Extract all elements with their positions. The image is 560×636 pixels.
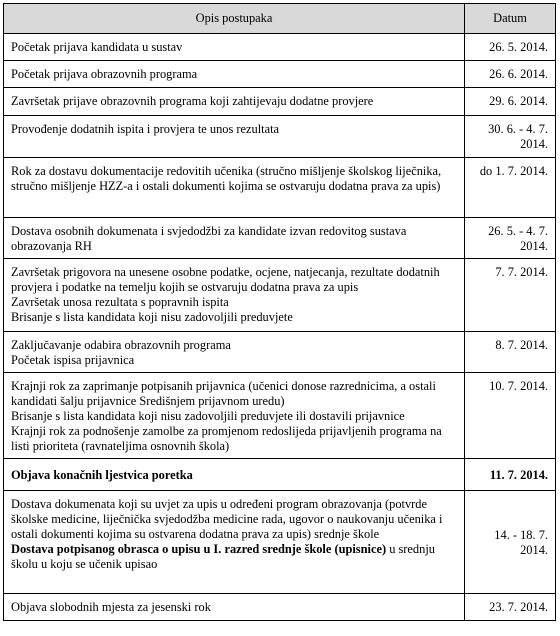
table-row [4, 218, 556, 259]
row-date: 26. 5. - 4. 7. 2014. [465, 218, 556, 259]
row-date: do 1. 7. 2014. [465, 158, 556, 218]
table-row [4, 34, 556, 61]
row-date: 7. 7. 2014. [465, 259, 556, 332]
row-date: 30. 6. - 4. 7. 2014. [465, 116, 556, 158]
table-row [4, 459, 556, 491]
table-row [4, 373, 556, 459]
row-description: Dostava osobnih dokumenata i svjedodžbi za kandidate izvan redovitog sustava obrazovanja RH [4, 218, 465, 259]
table-row [4, 332, 556, 373]
row-description: Krajnji rok za zaprimanje potpisanih prijavnica (učenici donose razrednicima, a ostali kandidati šalju prijavnice Središnjem prijavnom uredu) Brisanje s lista kandidata koji nisu zadovoljili preduvjete ili dostavili prijavnice Krajnji rok za podnošenje zamolbe za promjenom redoslijeda prijavljenih programa na listi prioriteta (ravnateljima osnovnih škola) [4, 373, 465, 459]
date-column-header: Datum [465, 4, 556, 34]
schedule-table [3, 3, 556, 621]
header-row [4, 4, 556, 34]
row-description: Objava konačnih ljestvica poretka [4, 459, 465, 491]
description-column-header: Opis postupaka [4, 4, 465, 34]
row-description: Početak prijava obrazovnih programa [4, 61, 465, 88]
table-row [4, 491, 556, 594]
row-date: 26. 5. 2014. [465, 34, 556, 61]
table-row [4, 116, 556, 158]
row-description: Objava slobodnih mjesta za jesenski rok [4, 594, 465, 621]
row-date: 29. 6. 2014. [465, 88, 556, 116]
row-description: Zaključavanje odabira obrazovnih programa Početak ispisa prijavnica [4, 332, 465, 373]
row-description: Rok za dostavu dokumentacije redovitih učenika (stručno mišljenje školskog liječnika, stručno mišljenje HZZ-a i ostali dokumenti kojima se ostvaruju dodatna prava za upis) [4, 158, 465, 218]
row-description: Početak prijava kandidata u sustav [4, 34, 465, 61]
row-description: Provođenje dodatnih ispita i provjera te unos rezultata [4, 116, 465, 158]
row-description: Završetak prijave obrazovnih programa koji zahtijevaju dodatne provjere [4, 88, 465, 116]
row-date: 23. 7. 2014. [465, 594, 556, 621]
table-row [4, 61, 556, 88]
row-date: 26. 6. 2014. [465, 61, 556, 88]
row-description: Završetak prigovora na unesene osobne podatke, ocjene, natjecanja, rezultate dodatnih provjera i podatke na temelju kojih se ostvaruju dodatna prava za upis Završetak unosa rezultata s popravnih ispita Brisanje s lista kandidata koji nisu zadovoljili preduvjete [4, 259, 465, 332]
table-row [4, 158, 556, 218]
table-row [4, 259, 556, 332]
row-date: 11. 7. 2014. [465, 459, 556, 491]
row-date: 8. 7. 2014. [465, 332, 556, 373]
row-date: 14. - 18. 7. 2014. [465, 491, 556, 594]
row-date: 10. 7. 2014. [465, 373, 556, 459]
row-description: Dostava dokumenata koji su uvjet za upis u određeni program obrazovanja (potvrde školske medicine, liječnička svjedodžba medicine rada, ugovor o naukovanju učenika i ostali dokumenti kojima su ostvarena dodatna prava za upis) srednje škole Dostava potpisanog obrasca o upisu u I. razred srednje škole (upisnice) u srednju školu u koju se učenik upisao [4, 491, 465, 594]
table-row [4, 88, 556, 116]
table-row [4, 594, 556, 621]
